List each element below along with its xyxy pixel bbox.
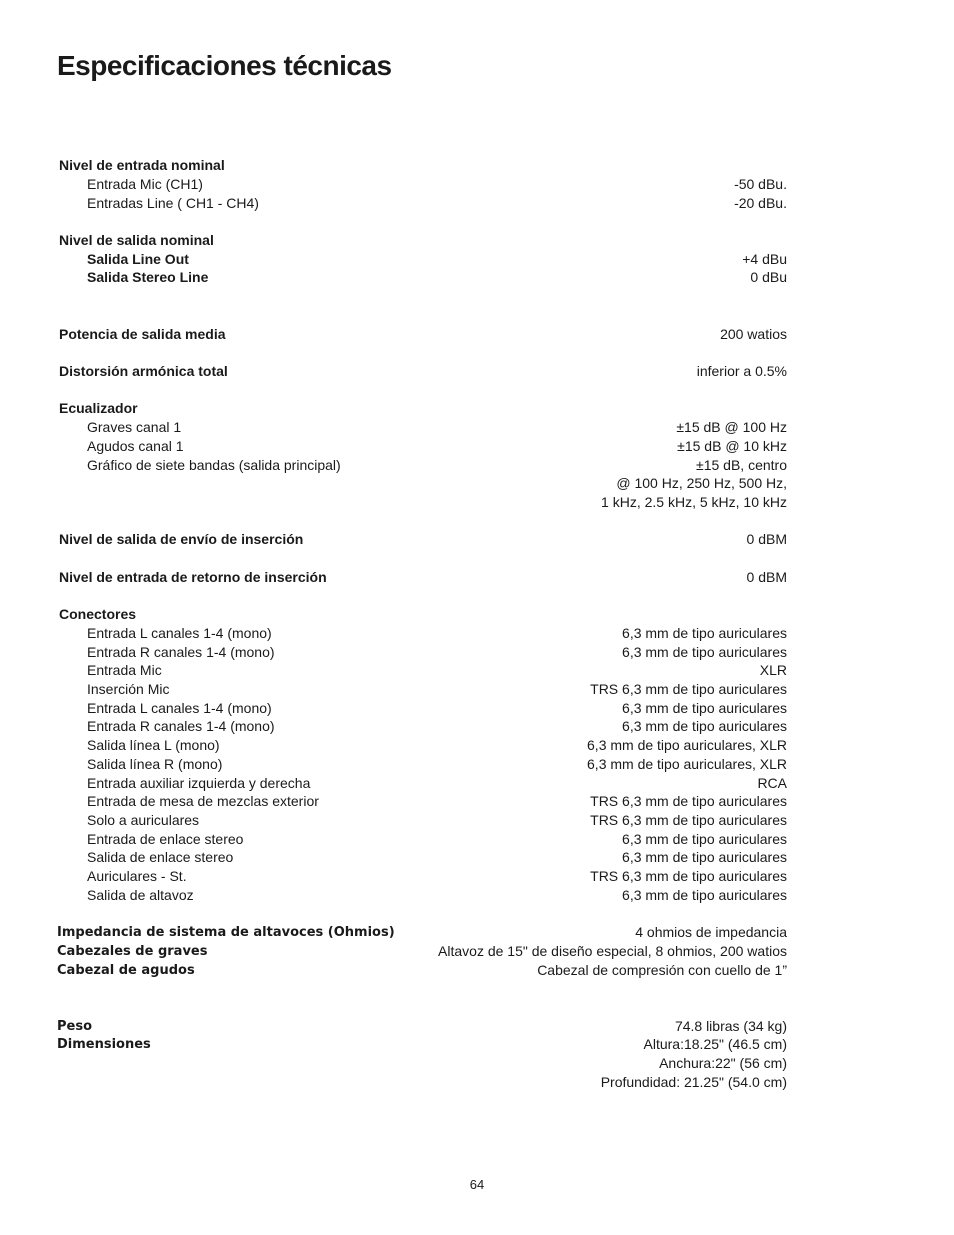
spec-value: 6,3 mm de tipo auriculares [622, 849, 787, 865]
spec-row [59, 456, 787, 475]
spec-row [57, 1073, 787, 1092]
spec-heading-connectors [59, 605, 787, 624]
spec-value: TRS 6,3 mm de tipo auriculares [590, 681, 787, 697]
spec-value: TRS 6,3 mm de tipo auriculares [590, 812, 787, 828]
spec-value: 4 ohmios de impedancia [635, 924, 787, 940]
spec-row-distortion [59, 362, 787, 381]
spec-heading-label: Nivel de salida de envío de inserción [59, 531, 304, 547]
spec-row-tweeter [57, 961, 787, 980]
spec-row [59, 886, 787, 905]
spec-value: 6,3 mm de tipo auriculares [622, 718, 787, 734]
spec-heading-label: Potencia de salida media [59, 326, 226, 342]
spec-value: 0 dBM [746, 531, 787, 547]
spec-heading-label: Dimensiones [57, 1037, 151, 1052]
spec-heading-label: Impedancia de sistema de altavoces (Ohmios) [57, 925, 395, 940]
spec-label: Entrada Mic (CH1) [87, 176, 203, 192]
page-number: 64 [469, 1177, 485, 1192]
spec-heading-input-level [59, 156, 787, 175]
spec-heading-label: Cabezal de agudos [57, 963, 195, 978]
spec-row [59, 848, 787, 867]
spec-row [59, 867, 787, 886]
spec-label: Entradas Line ( CH1 - CH4) [87, 195, 259, 211]
spec-label: Entrada Mic [87, 662, 162, 678]
spec-row [59, 624, 787, 643]
spec-value: @ 100 Hz, 250 Hz, 500 Hz, [616, 475, 787, 491]
spec-label: Entrada de mesa de mezclas exterior [87, 793, 319, 809]
spec-value: 6,3 mm de tipo auriculares [622, 887, 787, 903]
spec-row [59, 643, 787, 662]
spec-row [57, 1054, 787, 1073]
spec-value: -20 dBu. [734, 195, 787, 211]
spec-row [59, 755, 787, 774]
spec-value: 6,3 mm de tipo auriculares, XLR [587, 737, 787, 753]
spec-label: Graves canal 1 [87, 419, 182, 435]
spec-row [59, 774, 787, 793]
spec-value: RCA [757, 775, 787, 791]
spec-value: 0 dBu [750, 269, 787, 285]
spec-value: XLR [759, 662, 787, 678]
spec-value: 6,3 mm de tipo auriculares [622, 644, 787, 660]
spec-value: ±15 dB, centro [696, 457, 787, 473]
spec-row-woofers [57, 942, 787, 961]
spec-row [59, 437, 787, 456]
spec-label: Entrada L canales 1-4 (mono) [87, 700, 272, 716]
spec-value: TRS 6,3 mm de tipo auriculares [590, 868, 787, 884]
spec-label: Salida línea L (mono) [87, 737, 220, 753]
spec-label: Salida Stereo Line [87, 269, 209, 285]
spec-label: Auriculares - St. [87, 868, 187, 884]
spec-label: Entrada auxiliar izquierda y derecha [87, 775, 311, 791]
spec-value: 1 kHz, 2.5 kHz, 5 kHz, 10 kHz [601, 494, 787, 510]
spec-row [59, 736, 787, 755]
spec-value: 6,3 mm de tipo auriculares [622, 831, 787, 847]
spec-label: Salida Line Out [87, 251, 189, 267]
spec-heading-label: Cabezales de graves [57, 944, 208, 959]
spec-value: ±15 dB @ 10 kHz [677, 438, 787, 454]
spec-heading-equalizer [59, 399, 787, 418]
spec-label: Agudos canal 1 [87, 438, 184, 454]
spec-value: ±15 dB @ 100 Hz [676, 419, 787, 435]
spec-label: Gráfico de siete bandas (salida principal) [87, 457, 341, 473]
spec-value: +4 dBu [742, 251, 787, 267]
spec-heading-label: Ecualizador [59, 400, 138, 416]
spec-value: 74.8 libras (34 kg) [674, 1018, 787, 1034]
spec-row-impedance [57, 923, 787, 942]
spec-value: inferior a 0.5% [696, 363, 787, 379]
spec-heading-label: Nivel de salida nominal [59, 232, 214, 248]
spec-row [59, 830, 787, 849]
spec-row [59, 680, 787, 699]
spec-label: Inserción Mic [87, 681, 170, 697]
spec-value: 0 dBM [746, 569, 787, 585]
spec-row [59, 268, 787, 287]
page-title: Especificaciones técnicas [57, 50, 392, 81]
spec-row-power [59, 325, 787, 344]
spec-row [59, 493, 787, 512]
spec-row [59, 194, 787, 213]
spec-row-insert-send [59, 530, 787, 549]
spec-heading-label: Conectores [59, 606, 137, 622]
spec-row [59, 717, 787, 736]
spec-heading-label: Nivel de entrada de retorno de inserción [59, 569, 327, 585]
spec-value: Altavoz de 15" de diseño especial, 8 ohmios, 200 watios [438, 943, 787, 959]
spec-heading-label: Nivel de entrada nominal [59, 157, 225, 173]
spec-label: Salida de enlace stereo [87, 849, 234, 865]
spec-row [59, 474, 787, 493]
spec-value: 200 watios [720, 326, 787, 342]
spec-heading-label: Peso [57, 1019, 93, 1034]
spec-row [59, 811, 787, 830]
spec-value: Anchura:22" (56 cm) [659, 1055, 787, 1071]
spec-row [59, 661, 787, 680]
spec-row-insert-return [59, 568, 787, 587]
spec-label: Salida línea R (mono) [87, 756, 223, 772]
spec-label: Entrada R canales 1-4 (mono) [87, 718, 275, 734]
spec-label: Salida de altavoz [87, 887, 194, 903]
spec-label: Solo a auriculares [87, 812, 200, 828]
spec-value: Profundidad: 21.25" (54.0 cm) [600, 1074, 787, 1090]
spec-row [59, 792, 787, 811]
spec-row [59, 175, 787, 194]
spec-row-weight [57, 1017, 787, 1036]
spec-value: 6,3 mm de tipo auriculares [622, 625, 787, 641]
spec-heading-output-level [59, 231, 787, 250]
spec-value: Altura:18.25" (46.5 cm) [643, 1036, 787, 1052]
spec-label: Entrada R canales 1-4 (mono) [87, 644, 275, 660]
spec-row-dimensions [57, 1035, 787, 1054]
spec-label: Entrada de enlace stereo [87, 831, 244, 847]
spec-row [59, 699, 787, 718]
spec-value: 6,3 mm de tipo auriculares, XLR [587, 756, 787, 772]
spec-row [59, 250, 787, 269]
spec-label: Entrada L canales 1-4 (mono) [87, 625, 272, 641]
spec-value: Cabezal de compresión con cuello de 1” [537, 962, 787, 978]
spec-value: 6,3 mm de tipo auriculares [622, 700, 787, 716]
spec-value: TRS 6,3 mm de tipo auriculares [590, 793, 787, 809]
spec-value: -50 dBu. [734, 176, 787, 192]
spec-heading-label: Distorsión armónica total [59, 363, 228, 379]
spec-row [59, 418, 787, 437]
